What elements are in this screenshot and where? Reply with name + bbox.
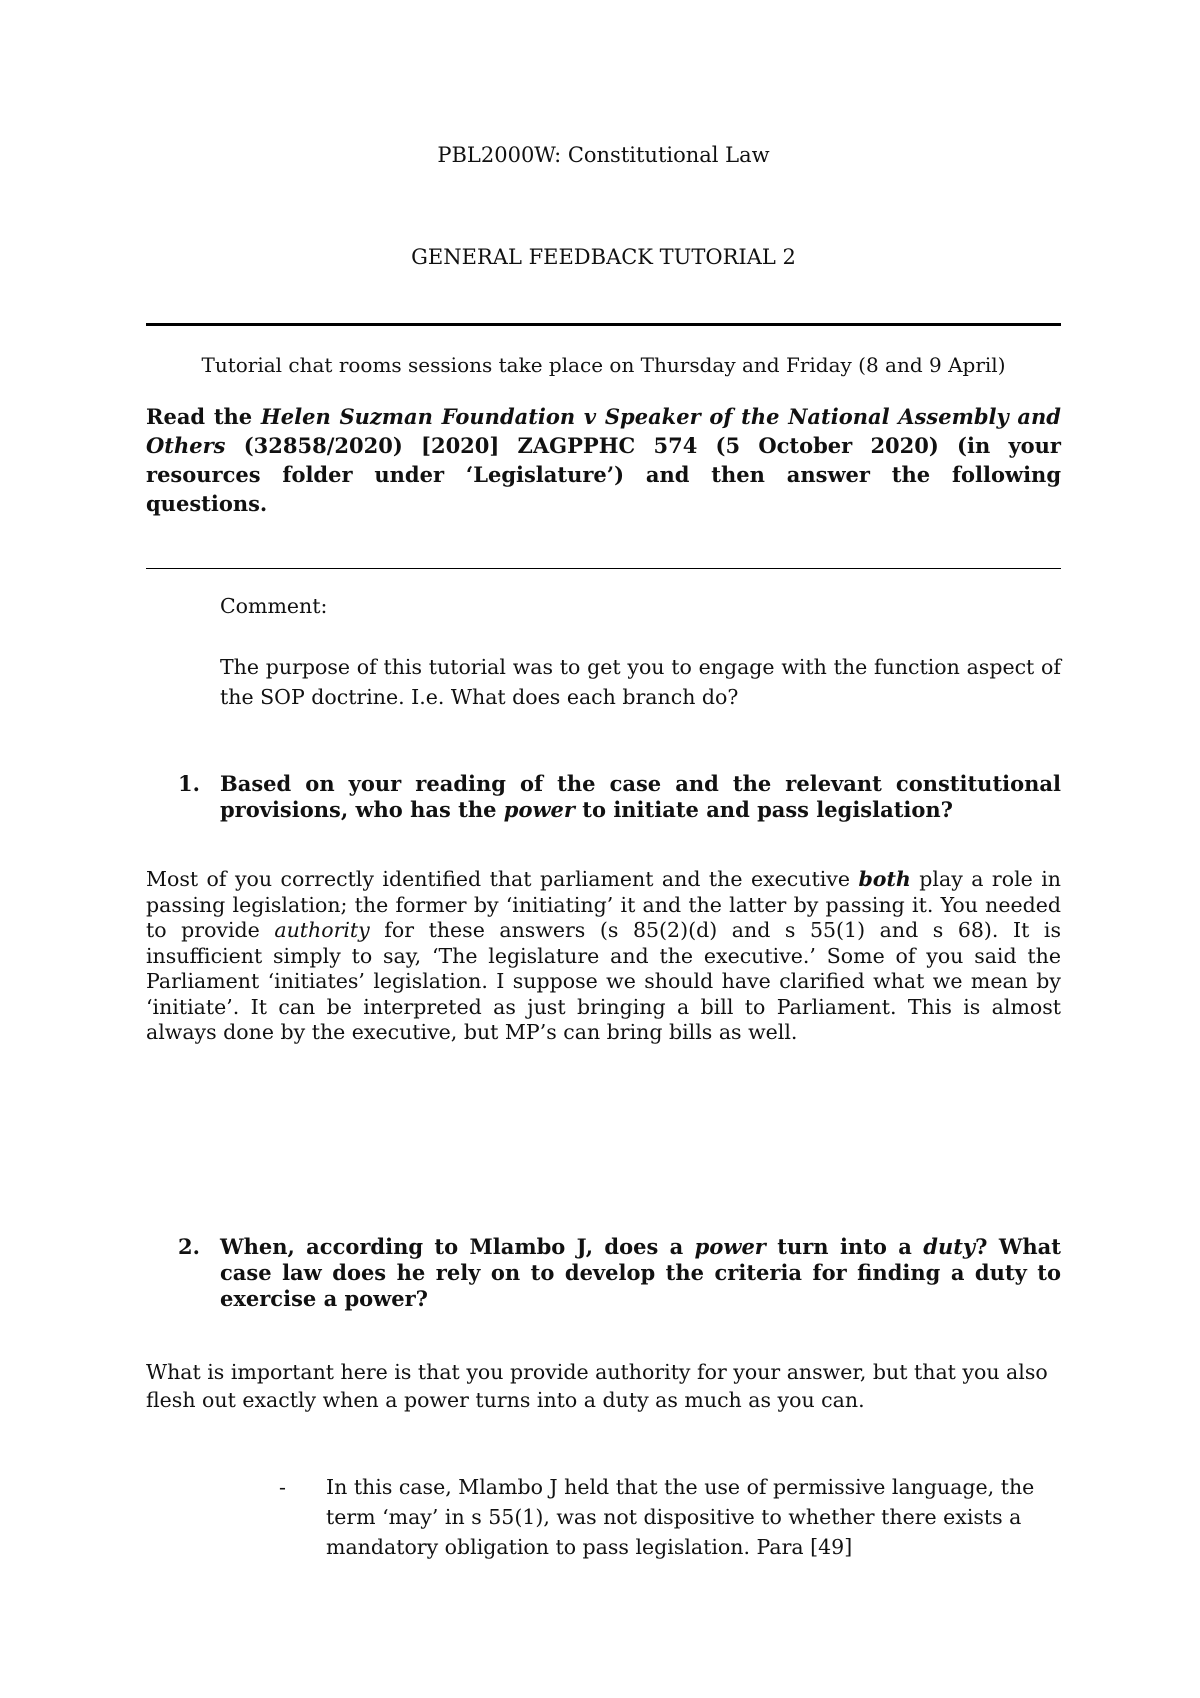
question-1-text <box>220 771 1061 823</box>
comment-body: The purpose of this tutorial was to get you to engage with the function aspect of the SOP doctrine. I.e. What does each branch do? <box>220 655 1061 709</box>
bullet-text: In this case, Mlambo J held that the use of permissive language, the term ‘may’ in s 55(1), was not dispositive to whether there exists a mandatory obligation to pass legislation. Para [49] <box>326 1475 1035 1559</box>
case-name: Helen Suzman Foundation v Speaker of the National Assembly and Others <box>146 404 1061 458</box>
session-schedule: Tutorial chat rooms sessions take place on Thursday and Friday (8 and 9 April) <box>201 353 1006 377</box>
question-2-text-a: When, according to Mlambo J, does a <box>220 1234 695 1259</box>
question-1-text-b: to initiate and pass legislation? <box>574 797 953 822</box>
question-1-text-a: Based on your reading of the case and the relevant constitutional provisions, who has the <box>220 771 1061 822</box>
emphasis-duty: duty <box>923 1234 976 1259</box>
header-divider <box>146 323 1061 326</box>
question-1-number: 1. <box>178 771 200 796</box>
intro-text-start: Read the <box>146 404 261 429</box>
answer-1-text-a: Most of you correctly identified that parliament and the executive <box>146 867 859 891</box>
section-divider <box>146 568 1061 569</box>
question-2-text <box>220 1234 1061 1312</box>
bullet-marker: - <box>279 1475 286 1499</box>
course-title: PBL2000W: Constitutional Law <box>437 143 770 167</box>
question-2-number: 2. <box>178 1234 200 1259</box>
answer-2: What is important here is that you provide authority for your answer, but that you also flesh out exactly when a power turns into a duty as much as you can. <box>146 1360 1048 1412</box>
document-title: GENERAL FEEDBACK TUTORIAL 2 <box>411 245 796 269</box>
reading-instructions <box>146 402 1061 518</box>
emphasis-power-2: power <box>694 1234 766 1259</box>
bullet-point <box>279 1472 1061 1562</box>
question-2 <box>178 1234 1061 1312</box>
comment-label: Comment: <box>220 594 328 618</box>
intro-text-end: (32858/2020) [2020] ZAGPPHC 574 (5 October 2020) (in your resources folder under ‘Legislature’) and then answer the following questions. <box>146 433 1061 516</box>
emphasis-power: power <box>503 797 575 822</box>
answer-1-text-b: play a role in passing legislation; the former by ‘initiating’ it and the latter by passing it. You needed to provide <box>146 867 1061 942</box>
question-2-text-b: turn into a <box>765 1234 924 1259</box>
question-1 <box>178 771 1061 823</box>
emphasis-both: both <box>858 867 911 891</box>
answer-1-text-c: for these answers (s 85(2)(d) and s 55(1) and s 68). It is insufficient simply to say, ‘The legislature and the executive.’ Some of you said the Parliament ‘initiates’ legislation. I suppose we should have clarified what we mean by ‘initiate’. It can be interpreted as just bringing a bill to Parliament. This is almost always done by the executive, but MP’s can bring bills as well. <box>146 918 1061 1044</box>
answer-1 <box>146 867 1061 1046</box>
question-2-text-c: ? What case law does he rely on to develop the criteria for finding a duty to exercise a power? <box>220 1234 1061 1311</box>
emphasis-authority: authority <box>274 918 370 942</box>
